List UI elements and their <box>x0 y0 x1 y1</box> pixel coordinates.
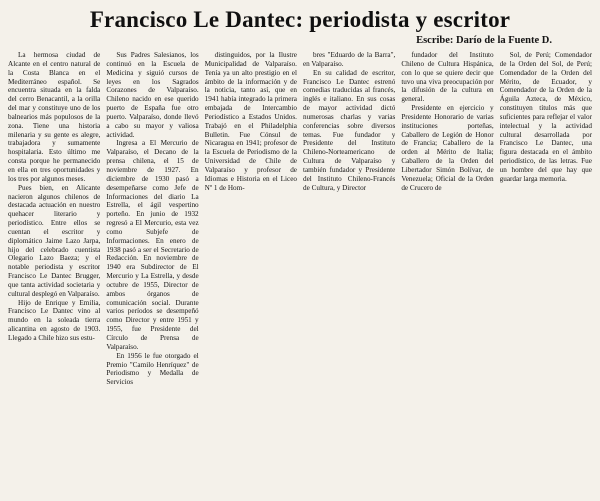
paragraph: distinguidos, por la Ilustre Municipalidad de Valparaíso. Tenía ya un alto prestigio en el ámbito de la información y de la noticia, tanto así, que en 1941 había integrado la primera embajada de Intercambio Periodístico a Estados Unidos. Trabajó en el Philadelphia Bulletin. Fue Cónsul de Nicaragua en 1941; profesor de la Escuela de Periodismo de la Universidad de Chile de Valparaíso y profesor de Idiomas e Historia en el Liceo Nº 1 de Hom- <box>204 51 297 192</box>
text-column-1 <box>8 51 100 497</box>
text-column-6 <box>500 51 592 497</box>
article-body <box>8 51 592 497</box>
paragraph: Sus Padres Salesianos, los continuó en la Escuela de Medicina y siguió cursos de leyes en los Sagrados Corazones de Valparaíso. Chileno nacido en ese querido puerto de España fue otro puerto. Valparaíso, donde llevó a cabo su mayor y valiosa actividad. <box>106 51 199 139</box>
paragraph: Pues bien, en Alicante nacieron algunos chilenos de destacada actuación en nuestro quehacer literario y periodístico. Entre ellos se cuentan el escritor y diplomático Jaime Lazo Jarpa, hijo del celebrado cuentista Olegario Lazo Baeza; y el notable periodista y escritor Francisco Le Dantec Brugger, que tanta actividad societaria y cultural desplegó en Valparaíso. <box>8 183 101 298</box>
paragraph: fundador del Instituto Chileno de Cultura Hispánica, con lo que se quiere decir que tuvo una viva preocupación por la difusión de la cultura en general. <box>401 51 494 104</box>
headline: Francisco Le Dantec: periodista y escritor <box>89 7 511 32</box>
paragraph: Presidente en ejercicio y Presidente Honorario de varias instituciones porteñas, Caballero de Legión de Honor de Francia; Caballero de la orden al Mérito de Italia; Caballero de la Orden del Libertador Simón Bolívar, de Venezuela; Oficial de la Orden de Crucero de <box>401 104 494 192</box>
text-column-5 <box>401 51 493 497</box>
text-column-2 <box>106 51 198 497</box>
paragraph: Sol, de Perú; Comendador de la Orden del Sol, de Perú; Comendador de la Orden del Mérito, de Ecuador, y Comendador de la Orden de la Águila Azteca, de México, constituyen títulos más que suficientes para reflejar el valor intelectual y la actividad cultural desarrollada por Francisco Le Dantec, una figura destacada en el ámbito periodístico, de las letras. Fue un hombre del que hay que guardar larga memoria. <box>499 51 592 183</box>
text-column-4 <box>303 51 395 497</box>
paragraph: bres "Eduardo de la Barra", en Valparaíso. <box>302 51 396 68</box>
paragraph: En su calidad de escritor, Francisco Le Dantec estrenó comedias traducidas al francés, inglés e italiano. En sus cosas de mayor actividad dictó numerosas charlas y varias conferencias sobre diversos temas. Fue fundador y Presidente del Instituto Chileno-Norteamericano de Cultura de Valparaíso y también fundador y Presidente del Instituto Chileno-Francés de Cultura, y Director <box>302 68 396 192</box>
paragraph: En 1956 le fue otorgado el Premio "Camilo Henríquez" de Periodismo y Medalla de Servicios <box>106 351 199 387</box>
byline: Escribe: Darío de la Fuente D. <box>416 35 552 46</box>
text-column-3 <box>205 51 297 497</box>
paragraph: Ingresa a El Mercurio de Valparaíso, el Decano de la prensa chilena, el 15 de noviembre de 1927. En diciembre de 1930 pasó a desempeñarse como Jefe de Informaciones del diario La Estrella, el ágil vespertino porteño. En junio de 1932 regresó a El Mercurio, esta vez como Subjefe de Informaciones. En enero de 1938 pasó a ser el Secretario de Redacción. En noviembre de 1940 era Subdirector de El Mercurio y La Estrella, y desde octubre de 1955, Director de ambos órganos de comunicación social. Durante varios períodos se desempeñó como Director y entre 1951 y 1955, fue Presidente del Círculo de Prensa de Valparaíso. <box>106 139 199 351</box>
paragraph: Hijo de Enrique y Emilia, Francisco Le Dantec vino al mundo en la soleada tierra alicantina en agosto de 1903. Llegado a Chile hizo sus estu- <box>8 298 101 342</box>
paragraph: La hermosa ciudad de Alcante en el centro natural de la Costa Blanca en el Mediterráneo español. Se encuentra situada en la falda del cerro Benacantil, a la orilla del mar y constituye uno de los balnearios más populosos de la zona. Tiene una historia milenaria y su gente es alegre, trabajadora y sumamente hospitalaria. Esto último me consta porque he permanecido en ella en tres oportunidades y los tres por algunos meses. <box>8 51 101 183</box>
